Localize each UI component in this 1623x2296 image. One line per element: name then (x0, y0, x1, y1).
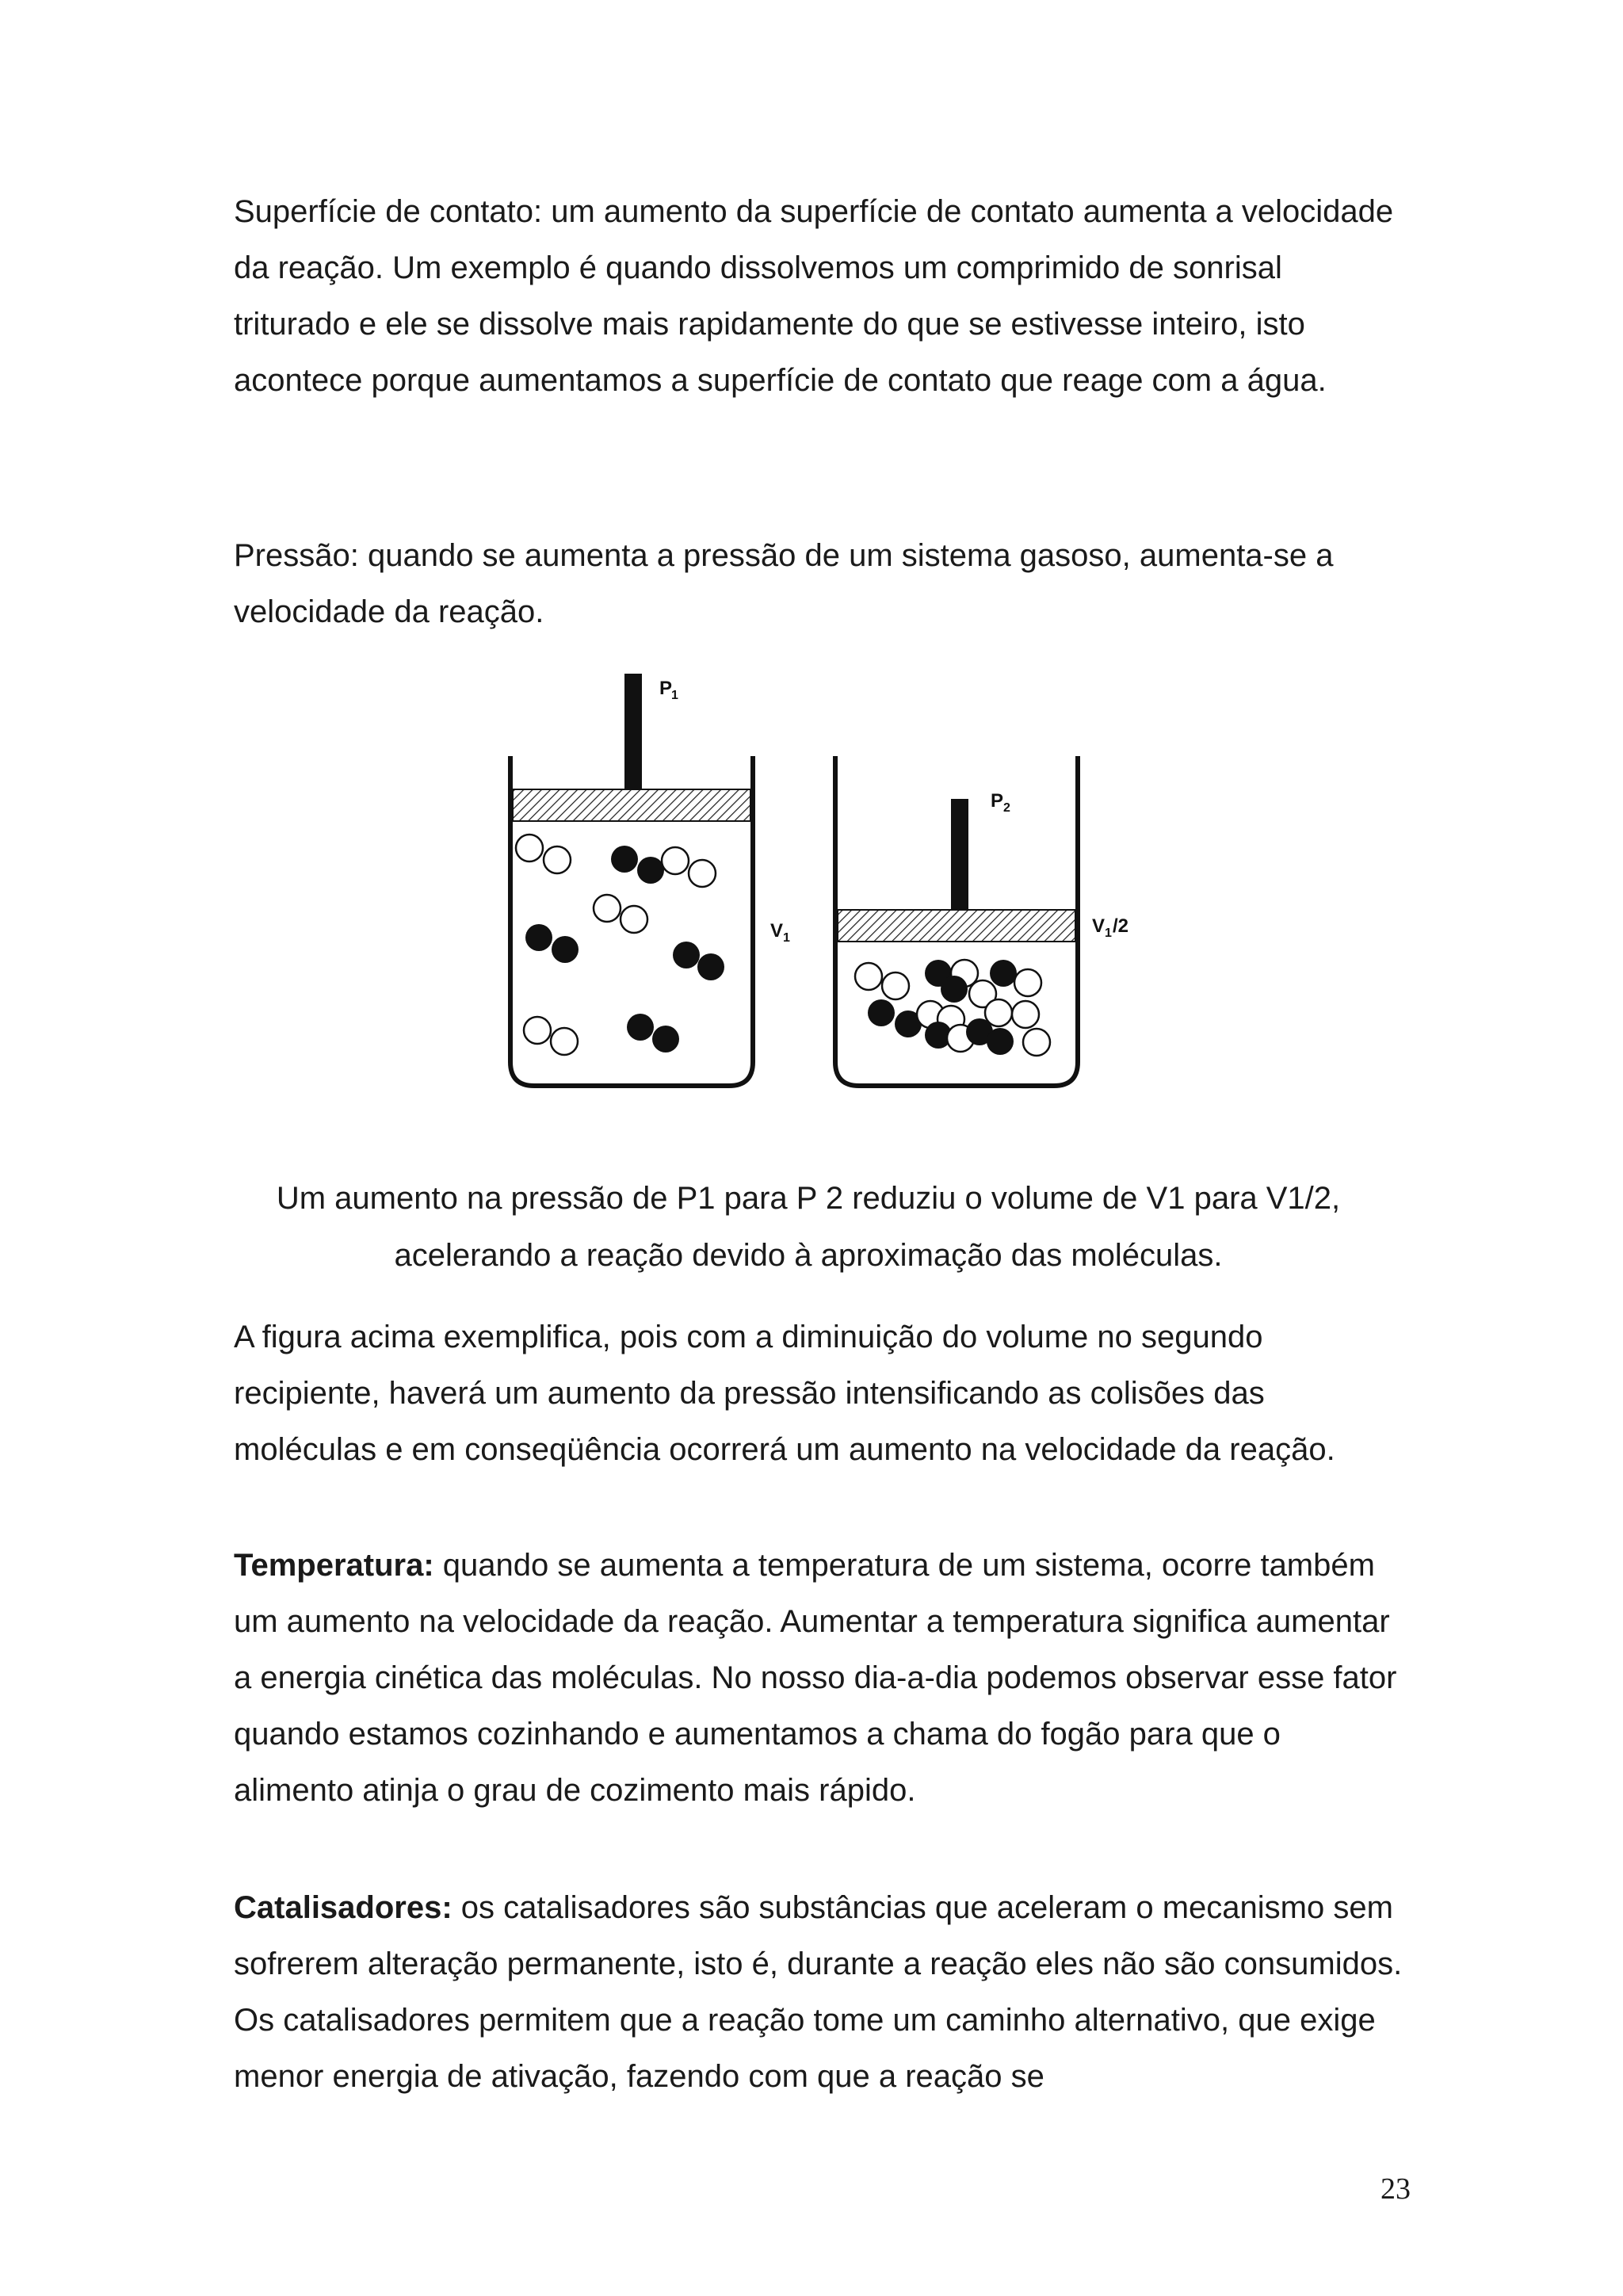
black-molecule (941, 976, 968, 1003)
figure-caption-line-1: Um aumento na pressão de P1 para P 2 reduziu o volume de V1 para V1/2, (276, 1181, 1341, 1216)
right-volume-subscript: 1 (1105, 926, 1112, 940)
white-molecule (594, 895, 621, 922)
left-container (510, 674, 790, 1086)
right-container (835, 756, 1128, 1086)
black-molecule (611, 846, 638, 873)
white-molecule (985, 999, 1012, 1026)
white-molecule (662, 847, 689, 874)
white-molecule (1012, 1001, 1039, 1028)
pressure-diagram (475, 658, 1157, 1102)
black-molecule (990, 960, 1017, 987)
right-volume-label: V (1092, 915, 1106, 937)
left-piston-rod (624, 674, 642, 789)
white-molecule (882, 972, 909, 999)
black-molecule (552, 936, 579, 963)
page-number: 23 (1381, 2172, 1411, 2206)
white-molecule (689, 860, 716, 887)
left-pressure-subscript: 1 (671, 689, 678, 702)
term-temperature: Temperatura: (234, 1548, 434, 1583)
paragraph-pressure: Pressão: quando se aumenta a pressão de um sistema gasoso, aumenta-se a velocidade da reação. (234, 538, 1334, 629)
white-molecule (524, 1017, 551, 1044)
black-molecule (525, 924, 552, 951)
temperature-text: quando se aumenta a temperatura de um sistema, ocorre também um aumento na velocidade da reação. Aumentar a temperatura significa aumentar a energia cinética das moléculas. No nosso dia-a-dia podemos observar esse fator quando estamos cozinhando e aumentamos a chama do fogão para que o alimento atinja o grau de cozimento mais rápido. (234, 1548, 1397, 1808)
left-volume-label: V (770, 920, 784, 942)
paragraph-catalysts (234, 1880, 1407, 2105)
white-molecule (855, 963, 882, 990)
pressure-volume-figure (475, 658, 1157, 1102)
right-piston (838, 910, 1075, 942)
term-catalysts: Catalisadores: (234, 1890, 453, 1925)
paragraph-surface-contact: Superfície de contato: um aumento da superfície de contato aumenta a velocidade da reação. Um exemplo é quando dissolvemos um comprimido de sonrisal triturado e ele se dissolve mais rapidamente do que se estivesse inteiro, isto acontece porque aumentamos a superfície de contato que reage com a água. (234, 194, 1394, 398)
white-molecule (621, 906, 647, 933)
right-pressure-label: P (991, 790, 1004, 812)
white-molecule (551, 1028, 578, 1055)
white-molecule (544, 846, 571, 873)
left-piston (513, 789, 750, 821)
right-volume-suffix: /2 (1113, 915, 1129, 937)
right-pressure-subscript: 2 (1003, 801, 1010, 815)
figure-caption-line-2: acelerando a reação devido à aproximação das moléculas. (394, 1238, 1223, 1273)
paragraph-temperature (234, 1538, 1407, 1819)
left-volume-subscript: 1 (783, 931, 790, 945)
black-molecule (697, 953, 724, 980)
black-molecule (987, 1028, 1014, 1055)
white-molecule (1023, 1029, 1050, 1056)
left-pressure-label: P (659, 678, 673, 699)
catalysts-text: os catalisadores são substâncias que aceleram o mecanismo sem sofrerem alteração permanente, isto é, durante a reação eles não são consumidos. Os catalisadores permitem que a reação tome um caminho alternativo, que exige menor energia de ativação, fazendo com que a reação se (234, 1890, 1403, 2094)
black-molecule (673, 942, 700, 968)
right-piston-rod (951, 799, 968, 910)
white-molecule (516, 835, 543, 861)
black-molecule (627, 1014, 654, 1041)
black-molecule (652, 1026, 679, 1052)
paragraph-figure-explanation: A figura acima exemplifica, pois com a diminuição do volume no segundo recipiente, haverá um aumento da pressão intensificando as colisões das moléculas e em conseqüência ocorrerá um aumento na velocidade da reação. (234, 1320, 1335, 1467)
black-molecule (637, 857, 664, 884)
black-molecule (868, 999, 895, 1026)
white-molecule (1014, 969, 1041, 996)
